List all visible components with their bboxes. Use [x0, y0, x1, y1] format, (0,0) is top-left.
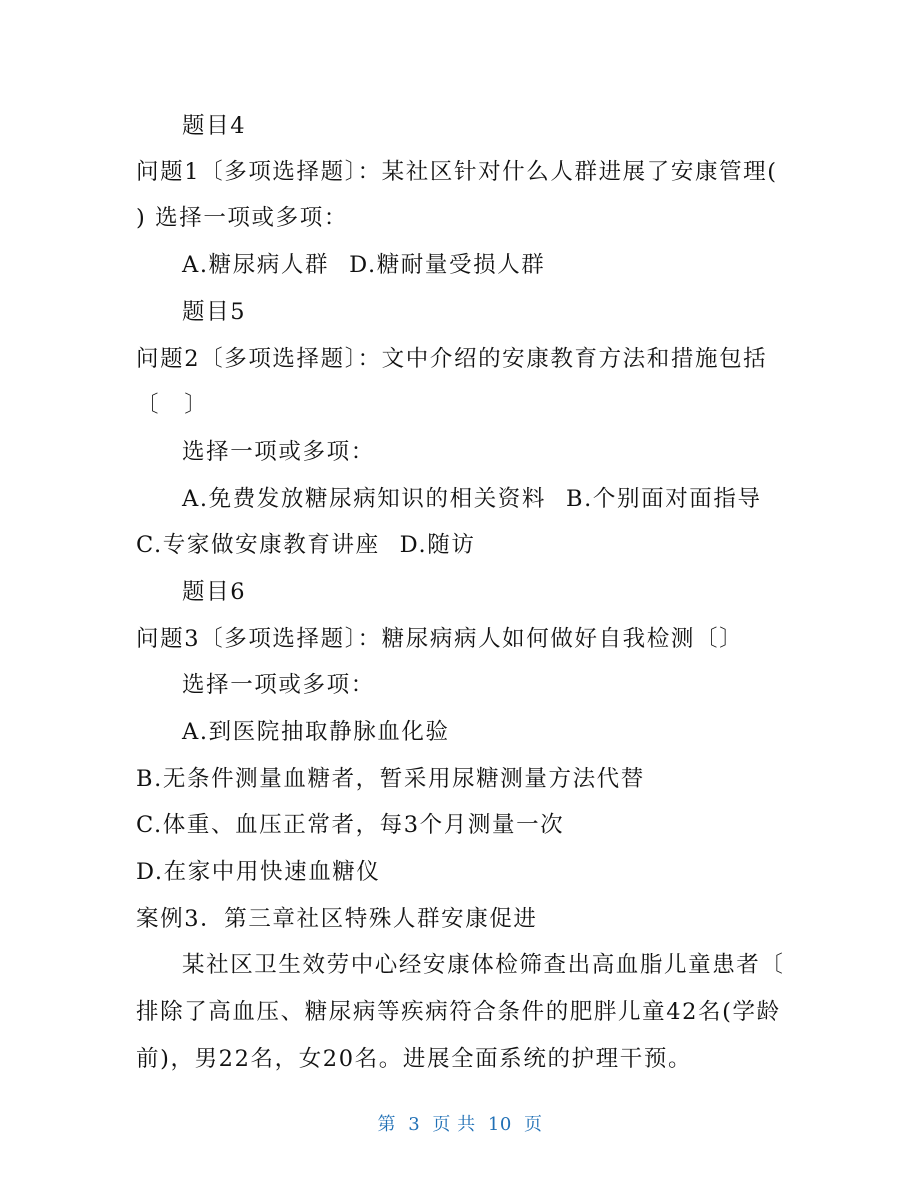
question-5-options-row-2: [0, 528, 880, 562]
question-4-option-d[interactable]: D.糖耐量受损人群: [349, 252, 546, 278]
question-5-option-b[interactable]: B.个别面对面指导: [566, 486, 762, 512]
question-5-text-line-2: 〔 〕: [136, 392, 209, 418]
question-6-option-c[interactable]: C.体重、血压正常者，每3个月测量一次: [136, 812, 565, 838]
case-3-paragraph-line-3: 前)，男22名，女20名。进展全面系统的护理干预。: [136, 1046, 693, 1072]
question-6-prompt: 选择一项或多项：: [182, 672, 375, 698]
case-3-title: 案例3．第三章社区特殊人群安康促进: [136, 906, 538, 932]
footer-suffix: 页: [524, 1114, 543, 1135]
question-4-options: [0, 248, 880, 282]
question-4-text-line-1: 问题1〔多项选择题〕：某社区针对什么人群进展了安康管理(: [136, 159, 778, 185]
footer-page-number: 3: [408, 1114, 421, 1135]
case-3-paragraph-line-1: 某社区卫生效劳中心经安康体检筛查出高血脂儿童患者〔: [182, 952, 785, 978]
question-6-text: 问题3〔多项选择题〕：糖尿病病人如何做好自我检测〔〕: [136, 626, 744, 652]
question-6-option-a[interactable]: A.到医院抽取静脉血化验: [182, 719, 450, 745]
question-5-options-row-1: [0, 482, 880, 516]
footer-total-pages: 10: [487, 1114, 512, 1135]
footer-prefix: 第: [377, 1114, 396, 1135]
page-footer: [0, 1112, 920, 1138]
question-4-heading: 题目4: [182, 113, 247, 139]
question-6-heading: 题目6: [182, 579, 247, 605]
question-4-text-line-2: ) 选择一项或多项：: [136, 205, 348, 231]
question-6-option-b[interactable]: B.无条件测量血糖者，暂采用尿糖测量方法代替: [136, 766, 645, 792]
question-5-text-line-1: 问题2〔多项选择题〕：文中介绍的安康教育方法和措施包括: [136, 346, 768, 372]
question-5-heading: 题目5: [182, 299, 247, 325]
question-4-option-a[interactable]: A.糖尿病人群: [182, 252, 330, 278]
question-5-option-c[interactable]: C.专家做安康教育讲座: [136, 532, 380, 558]
footer-middle: 页 共: [432, 1114, 476, 1135]
question-5-option-d[interactable]: D.随访: [399, 532, 476, 558]
question-5-prompt: 选择一项或多项：: [182, 439, 375, 465]
question-6-option-d[interactable]: D.在家中用快速血糖仪: [136, 859, 381, 885]
question-5-option-a[interactable]: A.免费发放糖尿病知识的相关资料: [182, 486, 547, 512]
case-3-paragraph-line-2: 排除了高血压、糖尿病等疾病符合条件的肥胖儿童42名(学龄: [136, 999, 781, 1025]
